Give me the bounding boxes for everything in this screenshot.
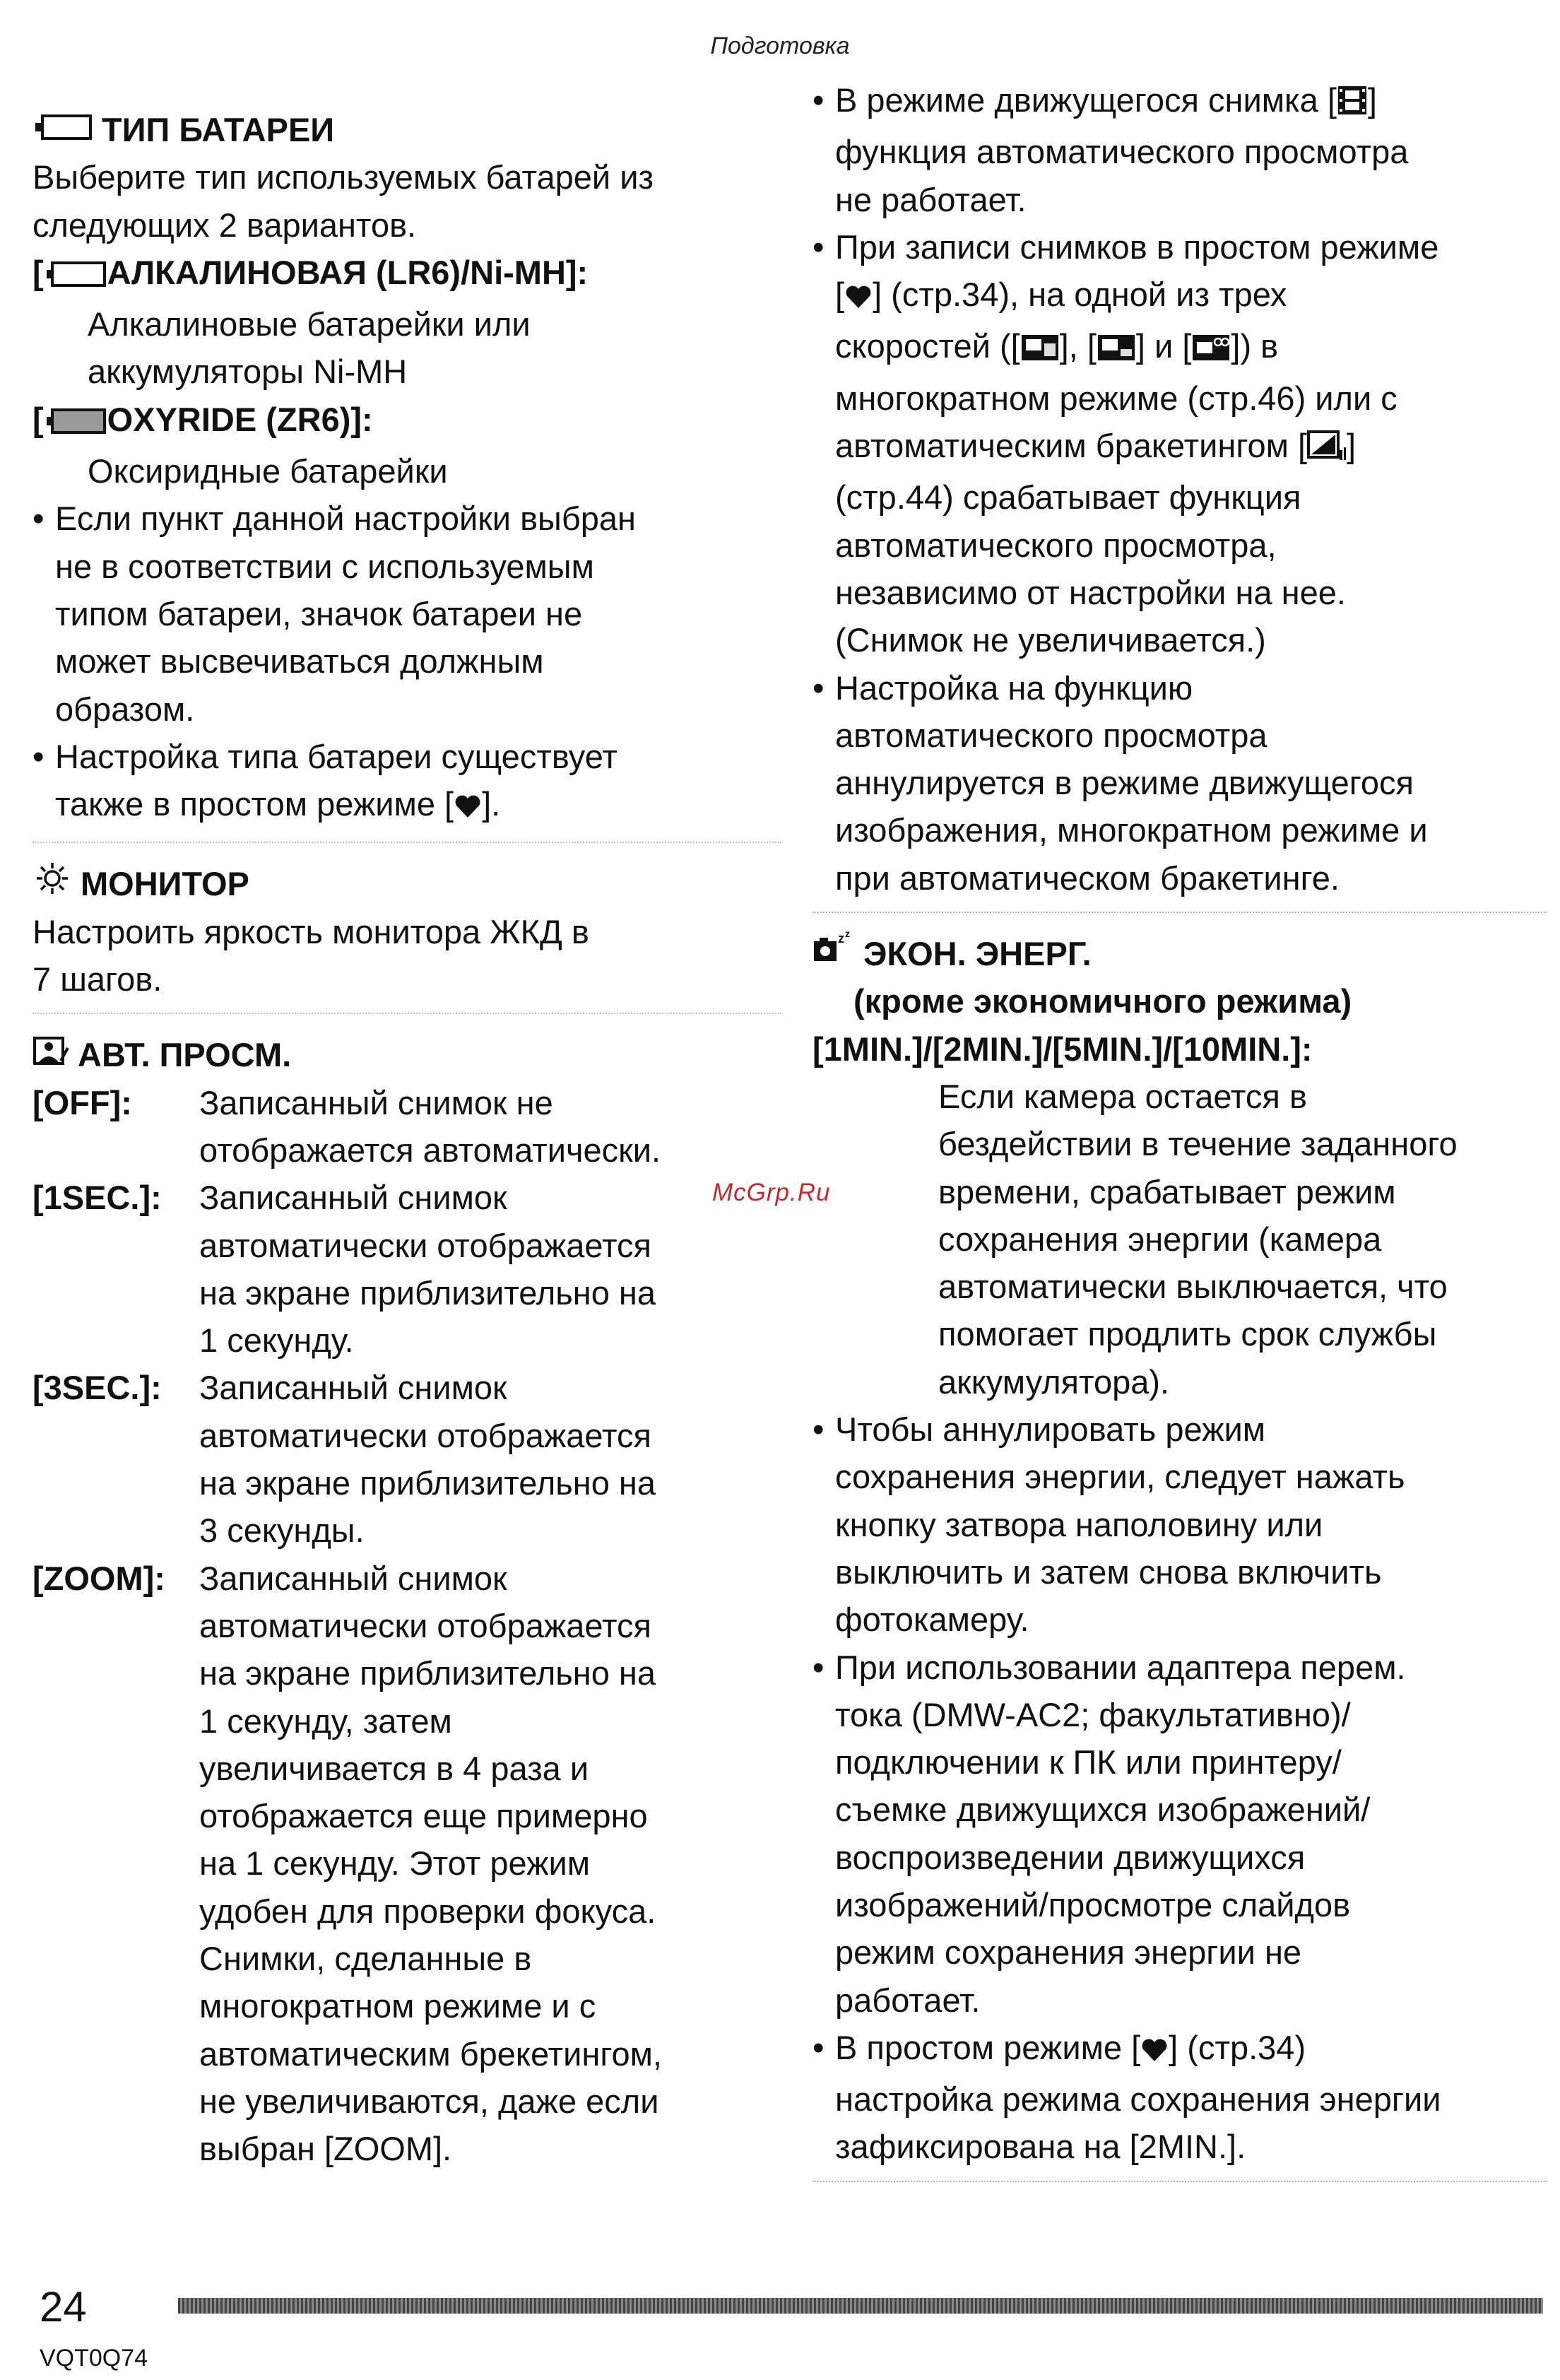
power-save-subtitle: (кроме экономичного режима) xyxy=(853,982,1352,1020)
section-divider xyxy=(32,842,781,843)
auto-review-icon xyxy=(32,1031,69,1078)
power-save-section-title: z z ЭКОН. ЭНЕРГ. xyxy=(812,930,1547,977)
page-number: 24 xyxy=(40,2283,87,2331)
review-note-simple-burst: • При записи снимков в простом режиме [ ] (стр.34), на одной из трех скоростей ([ ], [ ] и [ ]) в многократном режиме (стр.46) или с автоматическим бракетингом [ ] (стр.44) срабатывает функция автоматического просмотра, независимо от настройки на нее. (Снимок не увеличивается.) xyxy=(812,228,1439,659)
film-icon xyxy=(1337,81,1368,128)
battery-note-simple-mode: • Настройка типа батареи существует также в простом режиме [ ]. xyxy=(32,733,781,832)
alkaline-option-desc: Алкалиновые батарейки или аккумуляторы Ni-MH xyxy=(88,305,531,391)
oxyride-option-label: [ OXYRIDE (ZR6)]: xyxy=(32,396,781,447)
monitor-section-title: МОНИТОР xyxy=(32,860,781,907)
left-column xyxy=(32,106,781,2172)
power-save-description: Если камера остается в бездействии в течение заданного времени, срабатывает режим сохранения энергии (камера автоматически выключается, что помогает продлить срок службы аккумулятора). xyxy=(938,1077,1458,1401)
burst-high-icon xyxy=(1020,326,1060,374)
battery-intro: Выберите тип используемых батарей из следующих 2 вариантов. xyxy=(32,158,654,244)
battery-icon xyxy=(32,106,93,153)
definition-off: [OFF]: Записанный снимок не отображается автоматически. xyxy=(32,1083,661,1169)
review-note-motion: • В режиме движущегося снимка [ ] функция автоматического просмотра не работает. xyxy=(812,81,1409,218)
heart-icon xyxy=(844,275,873,322)
oxyride-battery-icon xyxy=(44,400,107,447)
definition-3sec: [3SEC.]: Записанный снимок автоматически отображается на экране приблизительно на 3 секунды. xyxy=(32,1369,656,1550)
burst-infinite-icon xyxy=(1191,326,1231,374)
power-save-icon xyxy=(812,930,855,977)
review-definitions xyxy=(32,1079,781,2173)
document-code: VQT0Q74 xyxy=(40,2345,148,2372)
section-divider xyxy=(32,1013,781,1014)
section-divider xyxy=(812,912,1547,913)
definition-zoom: [ZOOM]: Записанный снимок автоматически отображается на экране приблизительно на 1 секунду, затем увеличивается в 4 раза и отображается еще примерно на 1 секунду. Этот режим удобен для проверки фокуса. Снимки, сделанные в многократном режиме и с автоматическим брекетингом, не увеличиваются, даже если выбран [ZOOM]. xyxy=(32,1559,662,2168)
burst-low-icon xyxy=(1097,326,1136,374)
heart-icon xyxy=(1140,2028,1169,2075)
right-column xyxy=(812,76,1547,2199)
battery-section-title: ТИП БАТАРЕИ xyxy=(32,106,781,153)
sun-icon xyxy=(32,860,72,907)
power-note-cancel: • Чтобы аннулировать режим сохранения энергии, следует нажать кнопку затвора наполовину или выключить и затем снова включить фотокамеру. xyxy=(812,1410,1405,1639)
footer-bar xyxy=(178,2298,1543,2314)
page-header: Подготовка xyxy=(710,33,850,59)
oxyride-option-desc: Оксиридные батарейки xyxy=(88,452,448,490)
power-note-adapter: • При использовании адаптера перем. тока (DMW-AC2; факультативно)/ подключении к ПК или принтеру/ съемке движущихся изображений/ воспроизведении движущихся изображений/просмотре слайдов режим сохранения энергии не работает. xyxy=(812,1648,1406,2019)
review-section-title: АВТ. ПРОСМ. xyxy=(32,1031,781,1078)
heart-icon xyxy=(454,784,482,832)
monitor-text: Настроить яркость монитора ЖКД в 7 шагов. xyxy=(32,912,589,998)
definition-1sec: [1SEC.]: Записанный снимок автоматически отображается на экране приблизительно на 1 секунду. xyxy=(32,1179,656,1360)
svg-text:z: z xyxy=(845,930,850,940)
section-divider xyxy=(812,2181,1547,2182)
alkaline-battery-icon xyxy=(44,253,107,300)
alkaline-option-label: [ АЛКАЛИНОВАЯ (LR6)/Ni-MH]: xyxy=(32,249,781,300)
watermark: McGrp.Ru xyxy=(712,1179,831,1206)
power-save-options: [1MIN.]/[2MIN.]/[5MIN.]/[10MIN.]: xyxy=(812,1030,1313,1068)
bracket-icon xyxy=(1307,426,1347,473)
power-note-simple-mode: • В простом режиме [ ] (стр.34) настройка режима сохранения энергии зафиксирована на [2MIN.]. xyxy=(812,2028,1441,2166)
review-note-cancelled: • Настройка на функцию автоматического просмотра аннулируется в режиме движущегося изображения, многократном режиме и при автоматическом бракетинге. xyxy=(812,668,1428,897)
svg-text:z: z xyxy=(838,931,844,946)
battery-note-mismatch: • Если пункт данной настройки выбран не в соответствии с используемым типом батареи, значок батареи не может высвечиваться должным образом. xyxy=(32,500,636,728)
